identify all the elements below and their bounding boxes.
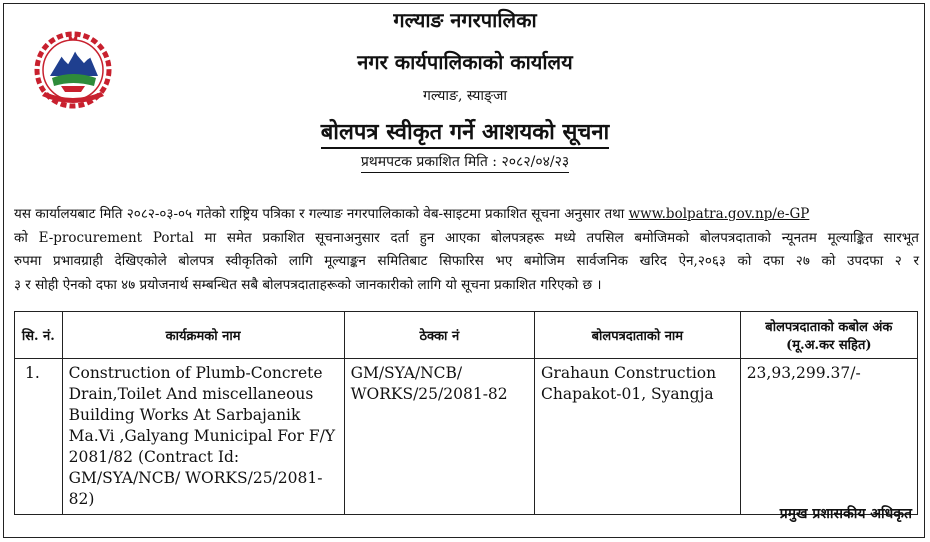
row-amount: 23,93,299.37/-: [740, 359, 917, 515]
notice-title-text: बोलपत्र स्वीकृत गर्ने आशयको सूचना: [321, 119, 610, 149]
office-address: गल्याङ, स्याङ्जा: [423, 88, 507, 104]
notice-line-3: रुपमा प्रभावग्राही देखिएकोले बोलपत्र स्वीकृतिको लागि मूल्याङ्कन समितिबाट सिफारिस भए बमोजिम सार्वजनिक खरिद ऐन,२०६३ को दफा २७ को उपदफा २ र: [14, 253, 919, 269]
header-program: कार्यक्रमको नाम: [62, 312, 344, 359]
row-contract-no: GM/SYA/NCB/ WORKS/25/2081-82: [344, 359, 534, 515]
bid-acceptance-table: [14, 311, 918, 515]
row-sn: 1.: [15, 359, 63, 515]
notice-line-2: को E-procurement Portal मा समेत प्रकाशित सूचनाअनुसार दर्ता हुन आएका बोलपत्रहरू मध्ये तपसिल बमोजिमको बोलपत्रदाताको न्यूनतम मूल्याङ्कित सारभूत: [14, 229, 919, 246]
notice-body: [14, 203, 919, 297]
table-row: [15, 359, 918, 515]
header-contract-no: ठेक्का नं: [344, 312, 534, 359]
header-amount: बोलपत्रदाताको कबोल अंक (मू.अ.कर सहित): [740, 312, 917, 359]
egp-portal-link[interactable]: www.bolpatra.gov.np/e-GP: [628, 206, 810, 222]
notice-line-1-text: यस कार्यालयबाट मिति २०८२-०३-०५ गतेको राष्ट्रिय पत्रिका र गल्याङ नगरपालिकाको वेब-साइटमा प्रकाशित सूचना अनुसार तथा: [14, 206, 629, 222]
notice-title: [0, 116, 930, 146]
publish-date-text: प्रथमपटक प्रकाशित मिति : २०८२/०४/२३: [361, 154, 569, 173]
executive-office-name: नगर कार्यपालिकाको कार्यालय: [357, 50, 573, 74]
header-bidder: बोलपत्रदाताको नाम: [535, 312, 741, 359]
publish-date: [0, 152, 930, 171]
notice-line-1: [14, 203, 919, 227]
row-bidder: Grahaun Construction Chapakot-01, Syangja: [535, 359, 741, 515]
row-program: Construction of Plumb-Concrete Drain,Toilet And miscellaneous Building Works At Sarbajanik Ma.Vi ,Galyang Municipal For F/Y 2081/82 (Contract Id: GM/SYA/NCB/ WORKS/25/2081-82): [62, 359, 344, 515]
notice-line-4: ३ र सोही ऐनको दफा ४७ प्रयोजनार्थ सम्बन्धित सबै बोलपत्रदाताहरूको जानकारीको लागि यो सूचना प्रकाशित गरिएको छ ।: [14, 276, 602, 293]
header-sn: सि. नं.: [15, 312, 63, 359]
signatory-title: प्रमुख प्रशासकीय अधिकृत: [779, 506, 912, 522]
table-header-row: [15, 312, 918, 359]
office-name: गल्याङ नगरपालिका: [393, 8, 537, 32]
